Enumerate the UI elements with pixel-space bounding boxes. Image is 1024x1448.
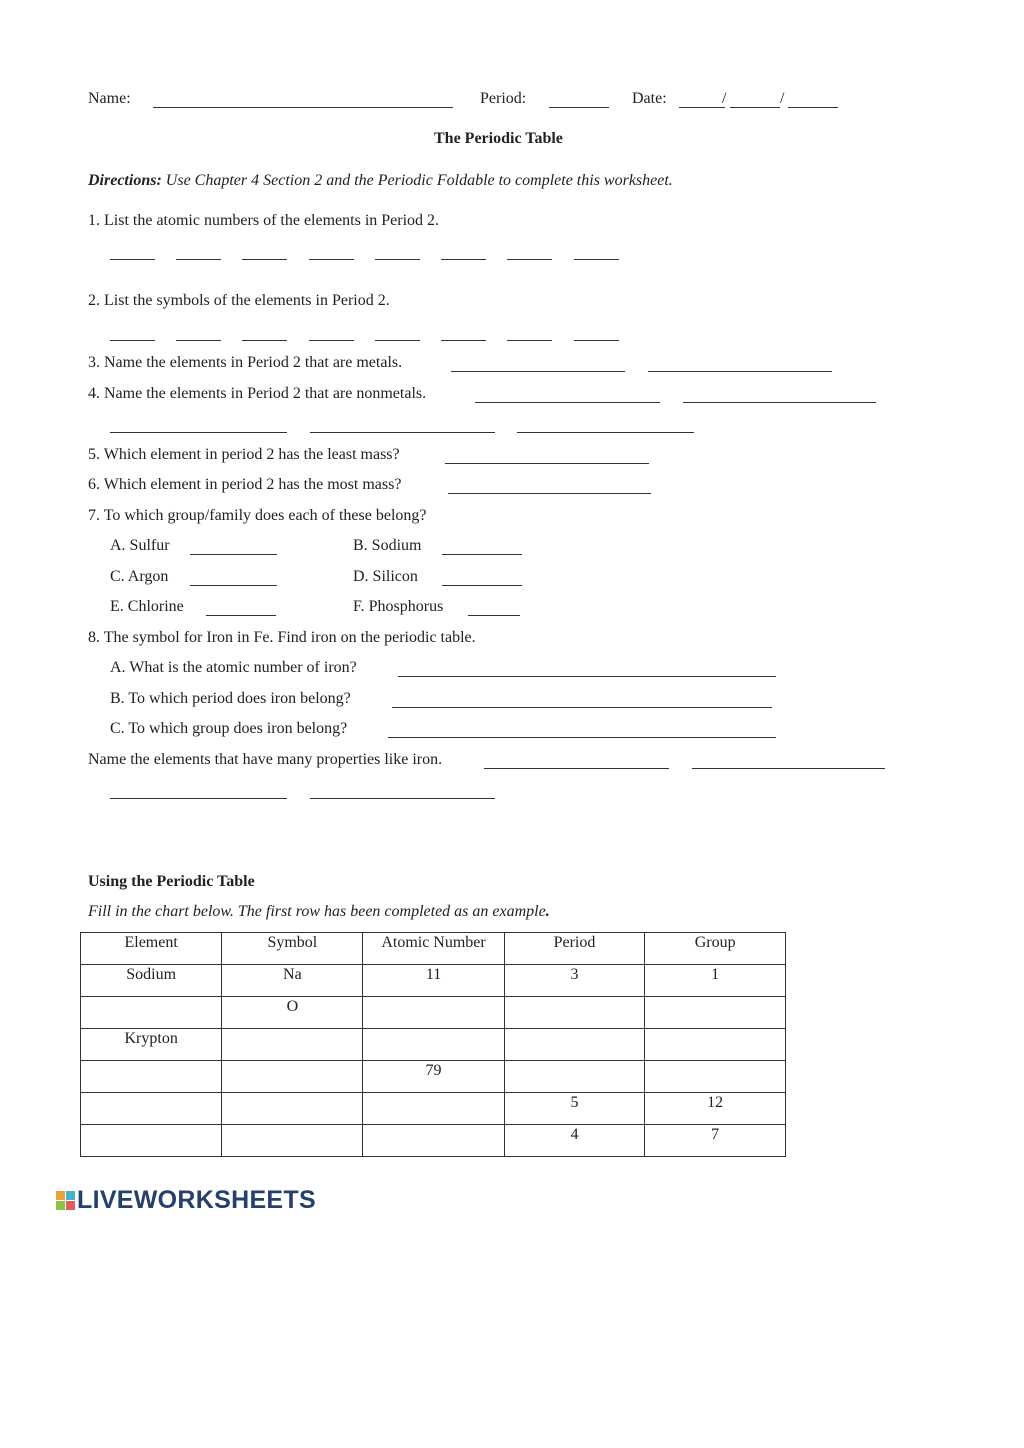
table-row (81, 1093, 786, 1125)
table-cell[interactable] (645, 1061, 786, 1093)
date-separator: / (780, 90, 785, 107)
period-label: Period: (480, 90, 527, 107)
answer-blank[interactable] (451, 371, 625, 372)
answer-blank[interactable] (176, 259, 221, 260)
q7-item-phosphorus: F. Phosphorus (353, 598, 444, 615)
question-1: 1. List the atomic numbers of the elements in Period 2. (88, 212, 440, 229)
table-cell[interactable] (645, 1029, 786, 1061)
table-cell[interactable] (504, 1061, 645, 1093)
table-cell[interactable] (645, 997, 786, 1029)
answer-blank[interactable] (392, 707, 772, 708)
table-header-row (81, 933, 786, 965)
table-row (81, 1029, 786, 1061)
answer-blank[interactable] (442, 554, 522, 555)
q7-item-sodium: B. Sodium (353, 537, 422, 554)
answer-blank[interactable] (310, 432, 495, 433)
table-row (81, 997, 786, 1029)
q7-item-chlorine: E. Chlorine (110, 598, 184, 615)
table-cell[interactable] (504, 997, 645, 1029)
column-header: Element (81, 933, 222, 965)
table-cell: 1 (645, 965, 786, 997)
column-header: Period (504, 933, 645, 965)
q7-item-argon: C. Argon (110, 568, 169, 585)
answer-blank[interactable] (574, 340, 619, 341)
period-field[interactable] (549, 107, 609, 108)
date-day-field[interactable] (730, 107, 780, 108)
liveworksheets-logo (56, 1186, 316, 1215)
table-cell: Sodium (81, 965, 222, 997)
directions-label: Directions: (88, 172, 162, 189)
instructions-text: Fill in the chart below. The first row has been completed as an example (88, 903, 546, 920)
question-iron-like: Name the elements that have many properties like iron. (88, 751, 443, 768)
answer-blank[interactable] (517, 432, 694, 433)
answer-blank[interactable] (442, 585, 522, 586)
table-cell[interactable] (222, 1029, 363, 1061)
answer-blank[interactable] (110, 340, 155, 341)
logo-mark-icon (56, 1191, 75, 1210)
logo-square (66, 1201, 75, 1210)
answer-blank[interactable] (507, 340, 552, 341)
answer-blank[interactable] (398, 676, 776, 677)
page-title: The Periodic Table (434, 130, 563, 147)
answer-blank[interactable] (445, 463, 649, 464)
answer-blank[interactable] (375, 340, 420, 341)
answer-blank[interactable] (475, 402, 660, 403)
table-cell[interactable] (363, 1093, 504, 1125)
table-row (81, 1061, 786, 1093)
table-cell: Krypton (81, 1029, 222, 1061)
q8-item-atomic-number: A. What is the atomic number of iron? (110, 659, 357, 676)
answer-blank[interactable] (190, 585, 277, 586)
answer-blank[interactable] (110, 432, 287, 433)
answer-blank[interactable] (448, 493, 651, 494)
periodic-chart-table (80, 932, 786, 1157)
table-cell[interactable] (222, 1093, 363, 1125)
answer-blank[interactable] (484, 768, 669, 769)
table-cell: 5 (504, 1093, 645, 1125)
answer-blank[interactable] (648, 371, 832, 372)
table-cell[interactable] (363, 1125, 504, 1157)
instructions-end: . (545, 903, 550, 920)
table-cell: 7 (645, 1125, 786, 1157)
column-header: Group (645, 933, 786, 965)
question-4: 4. Name the elements in Period 2 that are nonmetals. (88, 385, 427, 402)
answer-blank[interactable] (507, 259, 552, 260)
table-cell[interactable] (363, 1029, 504, 1061)
question-3: 3. Name the elements in Period 2 that are metals. (88, 354, 403, 371)
logo-square (56, 1201, 65, 1210)
answer-blank[interactable] (683, 402, 876, 403)
date-year-field[interactable] (788, 107, 838, 108)
question-7: 7. To which group/family does each of these belong? (88, 507, 427, 524)
directions-text: Use Chapter 4 Section 2 and the Periodic Foldable to complete this worksheet. (165, 172, 673, 189)
table-cell[interactable] (222, 1061, 363, 1093)
question-6: 6. Which element in period 2 has the most mass? (88, 476, 402, 493)
table-cell: Na (222, 965, 363, 997)
q8-item-group: C. To which group does iron belong? (110, 720, 348, 737)
name-label: Name: (88, 90, 131, 107)
question-2: 2. List the symbols of the elements in Period 2. (88, 292, 390, 309)
answer-blank[interactable] (375, 259, 420, 260)
answer-blank[interactable] (388, 737, 776, 738)
answer-blank[interactable] (692, 768, 885, 769)
table-cell: 3 (504, 965, 645, 997)
answer-blank[interactable] (242, 259, 287, 260)
table-cell: 12 (645, 1093, 786, 1125)
question-5: 5. Which element in period 2 has the least mass? (88, 446, 400, 463)
answer-blank[interactable] (441, 340, 486, 341)
answer-blank[interactable] (242, 340, 287, 341)
table-cell[interactable] (81, 1093, 222, 1125)
answer-blank[interactable] (468, 615, 520, 616)
section-heading: Using the Periodic Table (88, 873, 255, 890)
table-cell[interactable] (81, 997, 222, 1029)
answer-blank[interactable] (110, 798, 287, 799)
table-cell: 79 (363, 1061, 504, 1093)
table-cell: 4 (504, 1125, 645, 1157)
answer-blank[interactable] (190, 554, 277, 555)
column-header: Atomic Number (363, 933, 504, 965)
answer-blank[interactable] (309, 340, 354, 341)
name-field[interactable] (153, 107, 453, 108)
answer-blank[interactable] (206, 615, 276, 616)
table-cell[interactable] (81, 1125, 222, 1157)
q7-item-silicon: D. Silicon (353, 568, 418, 585)
directions (88, 172, 673, 190)
table-cell[interactable] (222, 1125, 363, 1157)
date-label: Date: (632, 90, 667, 107)
section-instructions (88, 903, 550, 921)
answer-blank[interactable] (310, 798, 495, 799)
q8-item-period: B. To which period does iron belong? (110, 690, 351, 707)
table-cell[interactable] (81, 1061, 222, 1093)
q7-item-sulfur: A. Sulfur (110, 537, 170, 554)
date-month-field[interactable] (679, 107, 725, 108)
table-cell[interactable] (363, 997, 504, 1029)
table-cell: 11 (363, 965, 504, 997)
answer-blank[interactable] (574, 259, 619, 260)
table-row (81, 965, 786, 997)
answer-blank[interactable] (441, 259, 486, 260)
answer-blank[interactable] (176, 340, 221, 341)
table-cell: O (222, 997, 363, 1029)
logo-text: LIVEWORKSHEETS (77, 1186, 316, 1214)
column-header: Symbol (222, 933, 363, 965)
table-cell[interactable] (504, 1029, 645, 1061)
date-separator: / (722, 90, 727, 107)
question-8: 8. The symbol for Iron in Fe. Find iron on the periodic table. (88, 629, 476, 646)
logo-square (56, 1191, 65, 1200)
answer-blank[interactable] (309, 259, 354, 260)
table-row (81, 1125, 786, 1157)
answer-blank[interactable] (110, 259, 155, 260)
logo-square (66, 1191, 75, 1200)
